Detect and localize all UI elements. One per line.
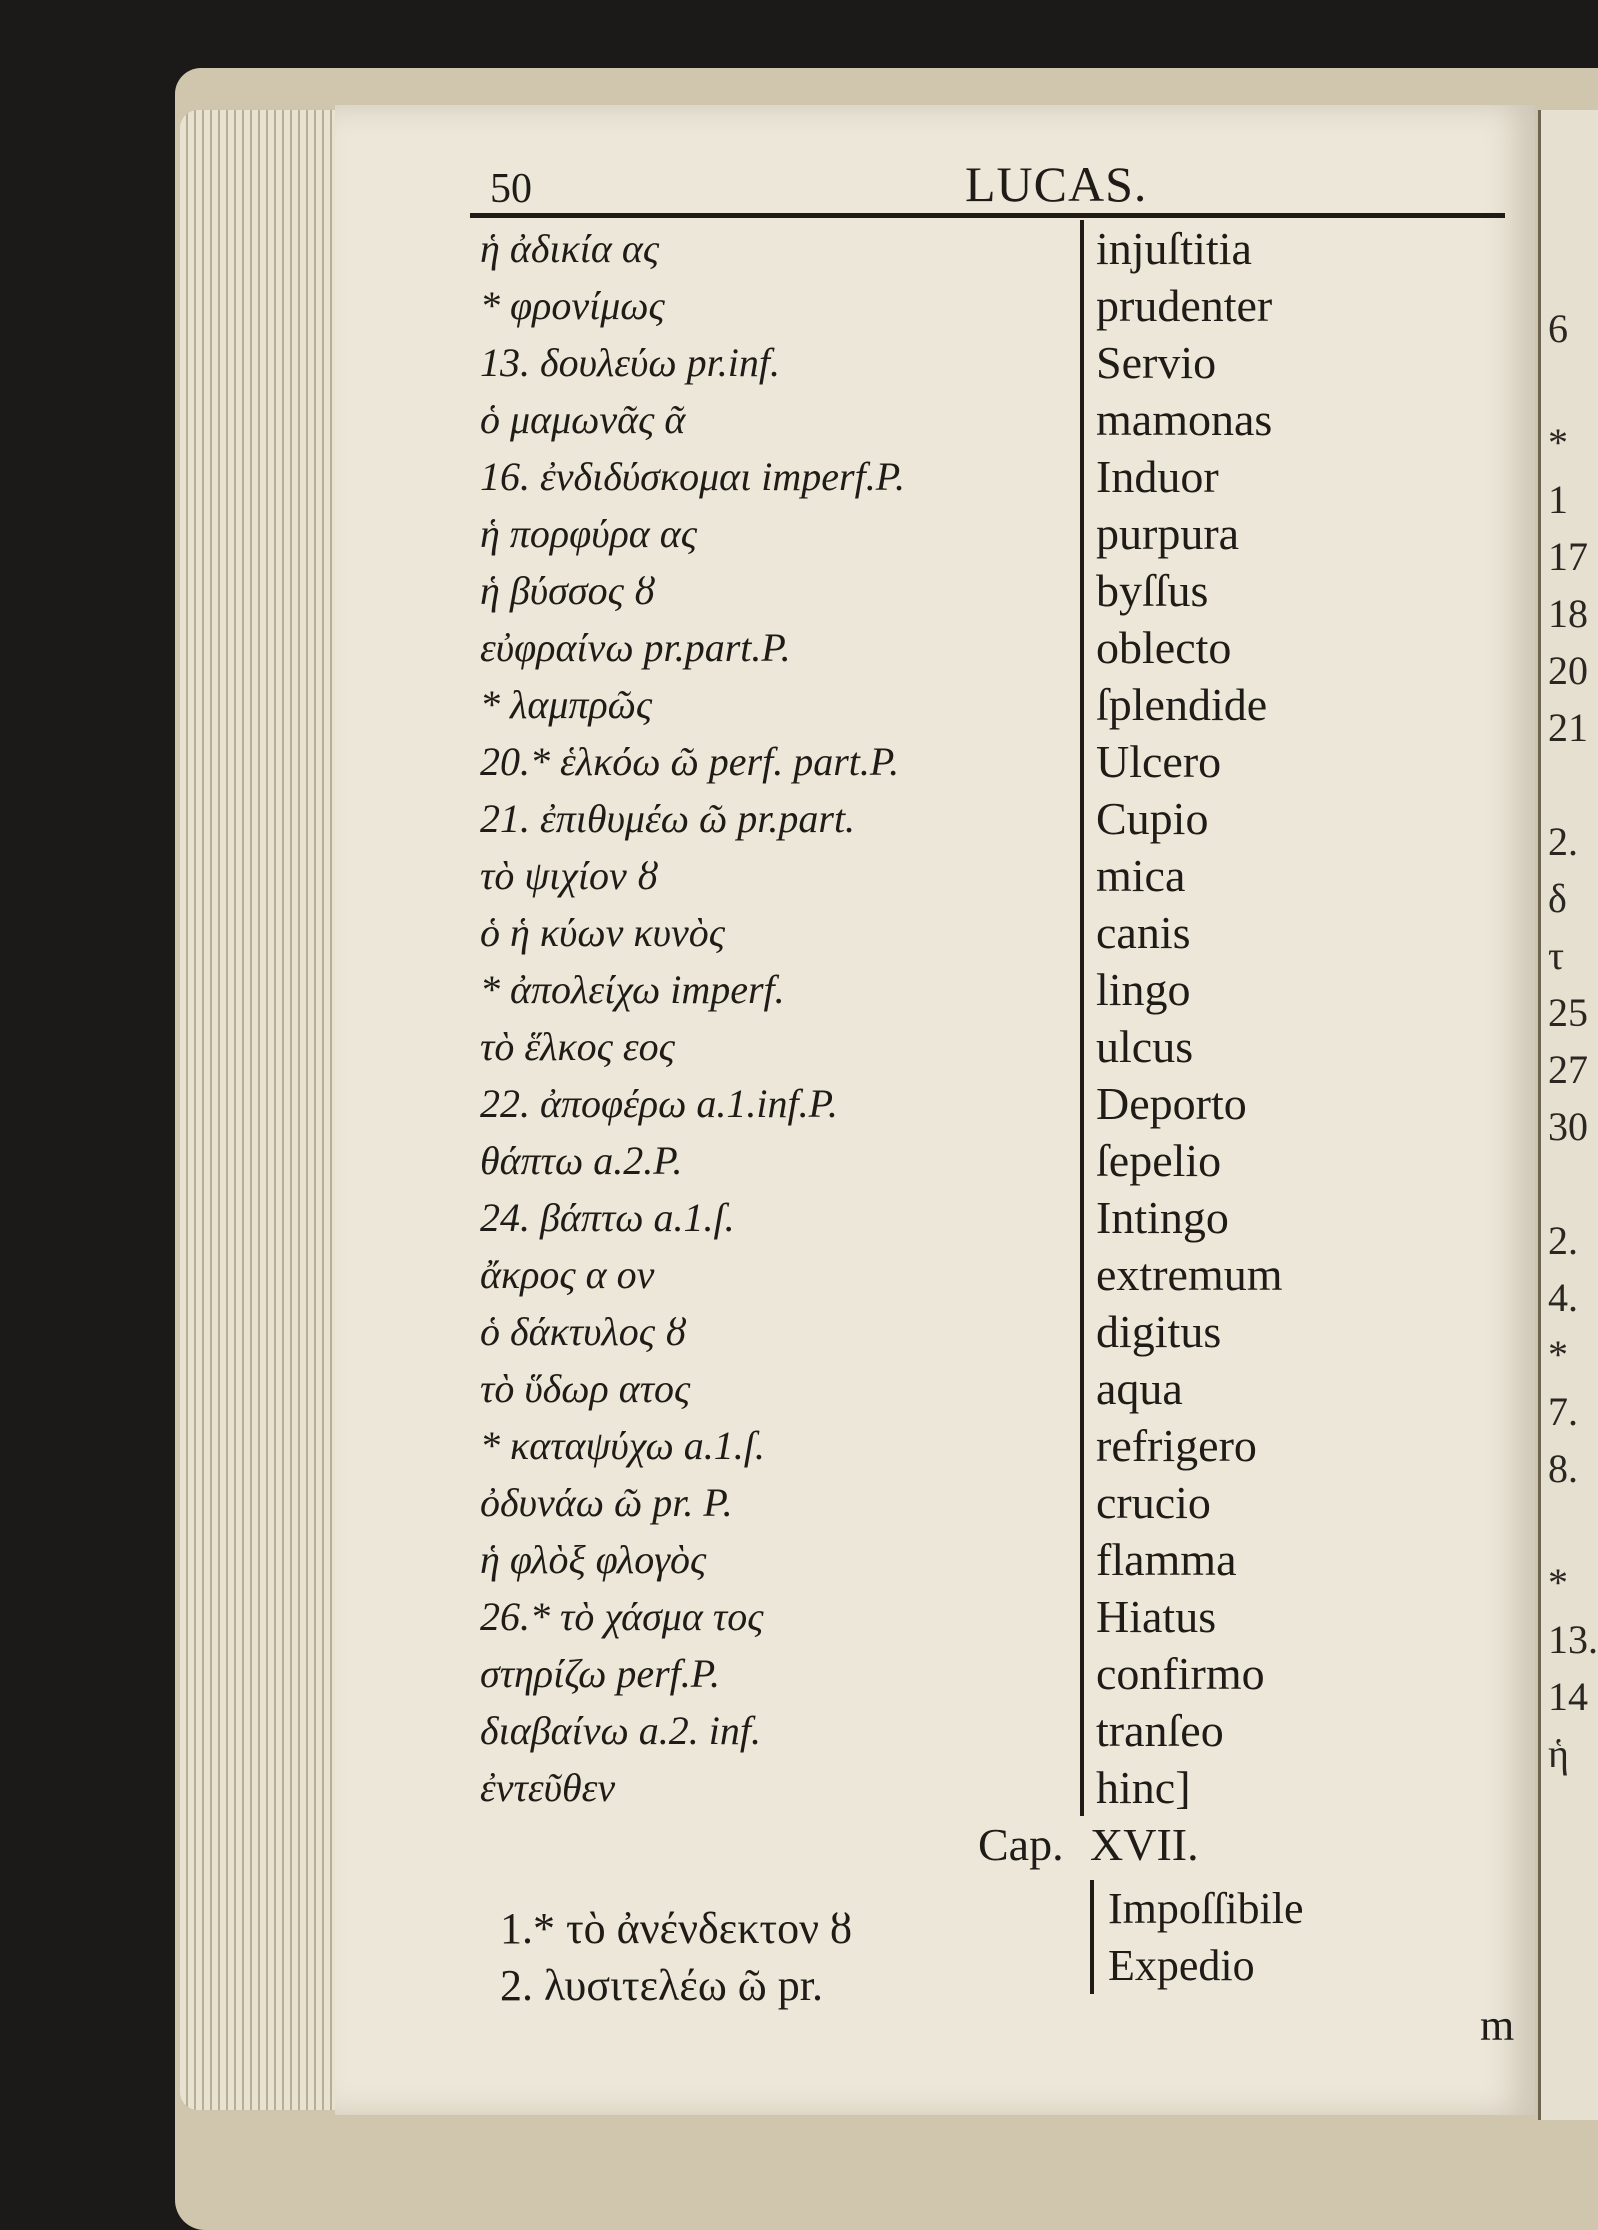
page-number: 50: [490, 166, 532, 212]
tail-latin-column: [1090, 1880, 1510, 1994]
facing-fragment: [1548, 1497, 1598, 1554]
facing-fragment: 20: [1548, 648, 1588, 693]
greek-entry: τὸ ἕλκος εος: [480, 1024, 675, 1069]
greek-entry: ὁ ἡ κύων κυνὸς: [480, 910, 725, 955]
greek-entry: 16. ἐνδιδύσκομαι imperf.P.: [480, 454, 905, 499]
greek-entry: ἡ πορφύρα ας: [480, 511, 697, 556]
greek-entry: * λαμπρῶς: [480, 682, 653, 727]
latin-entry: canis: [1080, 904, 1510, 961]
greek-entry: ὁ μαμωνᾶς ᾶ: [480, 397, 686, 442]
facing-fragment: 18: [1548, 591, 1588, 636]
latin-entry: injuſtitia: [1080, 220, 1510, 277]
latin-entry: digitus: [1080, 1303, 1510, 1360]
facing-fragment: *: [1548, 1332, 1568, 1377]
facing-fragment: 17: [1548, 534, 1588, 579]
greek-entry: ὁ δάκτυλος ȣ: [480, 1309, 687, 1354]
greek-entry: τὸ ψιχίον ȣ: [480, 853, 659, 898]
latin-entry: lingo: [1080, 961, 1510, 1018]
facing-fragment: [1548, 1155, 1598, 1212]
facing-fragment: 8.: [1548, 1446, 1578, 1491]
latin-entry: byſſus: [1080, 562, 1510, 619]
latin-entry: prudenter: [1080, 277, 1510, 334]
latin-entry: tranſeo: [1080, 1702, 1510, 1759]
greek-entry: εὐφραίνω pr.part.P.: [480, 625, 791, 670]
latin-entry: mamonas: [1080, 391, 1510, 448]
facing-fragment: 30: [1548, 1104, 1588, 1149]
greek-entry: 13. δουλεύω pr.inf.: [480, 340, 780, 385]
greek-entry: ἄκρος α ον: [480, 1252, 655, 1297]
facing-fragment: 13.: [1548, 1617, 1598, 1662]
greek-entry: στηρίζω perf.P.: [480, 1651, 721, 1696]
greek-entry: θάπτω a.2.P.: [480, 1138, 683, 1183]
latin-entry: Hiatus: [1080, 1588, 1510, 1645]
greek-entry: 24. βάπτω a.1.ſ.: [480, 1195, 735, 1240]
greek-entry: 2. λυσιτελέω ῶ pr.: [500, 1961, 823, 2010]
latin-entry: ſplendide: [1080, 676, 1510, 733]
latin-entry: ulcus: [1080, 1018, 1510, 1075]
greek-entry: 1.* τὸ ἀνένδεκτον ȣ: [500, 1904, 852, 1953]
greek-entry: τὸ ὕδωρ ατος: [480, 1366, 691, 1411]
greek-entry: 22. ἀποφέρω a.1.inf.P.: [480, 1081, 838, 1126]
facing-fragment: 6: [1548, 306, 1568, 351]
greek-entry: ἡ φλὸξ φλογὸς: [480, 1537, 707, 1582]
latin-entry: Servio: [1080, 334, 1510, 391]
greek-entry: ἡ βύσσος ȣ: [480, 568, 656, 613]
greek-entry: * ἀπολείχω imperf.: [480, 967, 785, 1012]
latin-column: [1080, 220, 1510, 1816]
facing-fragment: [1548, 756, 1598, 813]
latin-entry: purpura: [1080, 505, 1510, 562]
latin-entry: mica: [1080, 847, 1510, 904]
latin-entry: Deporto: [1080, 1075, 1510, 1132]
facing-fragment: 21: [1548, 705, 1588, 750]
latin-entry: Intingo: [1080, 1189, 1510, 1246]
page-header: [470, 145, 1505, 215]
latin-entry: confirmo: [1080, 1645, 1510, 1702]
greek-column: [480, 220, 1080, 1816]
latin-entry: refrigero: [1080, 1417, 1510, 1474]
facing-fragment: 14: [1548, 1674, 1588, 1719]
facing-page-fragments: [1548, 300, 1598, 1782]
greek-entry: 26.* τὸ χάσμα τος: [480, 1594, 764, 1639]
greek-entry: ὀδυνάω ῶ pr. P.: [480, 1480, 733, 1525]
facing-fragment: 2.: [1548, 1218, 1578, 1263]
latin-entry: Impoſſibile: [1090, 1880, 1510, 1937]
catchword: m: [1480, 2001, 1515, 2050]
latin-entry: aqua: [1080, 1360, 1510, 1417]
page-edges: [180, 110, 345, 2110]
facing-fragment: *: [1548, 420, 1568, 465]
facing-fragment: ἡ: [1548, 1731, 1569, 1776]
greek-entry: διαβαίνω a.2. inf.: [480, 1708, 761, 1753]
facing-fragment: 4.: [1548, 1275, 1578, 1320]
header-rule: [470, 213, 1505, 218]
facing-fragment: 25: [1548, 990, 1588, 1035]
latin-entry: Cupio: [1080, 790, 1510, 847]
facing-fragment: 1: [1548, 477, 1568, 522]
greek-entry: ἐντεῦθεν: [480, 1765, 616, 1810]
latin-entry: extremum: [1080, 1246, 1510, 1303]
latin-entry: crucio: [1080, 1474, 1510, 1531]
greek-entry: * καταψύχω a.1.ſ.: [480, 1423, 765, 1468]
latin-entry: oblecto: [1080, 619, 1510, 676]
latin-entry: ſepelio: [1080, 1132, 1510, 1189]
facing-fragment: 7.: [1548, 1389, 1578, 1434]
facing-fragment: 2.: [1548, 819, 1578, 864]
facing-fragment: *: [1548, 1560, 1568, 1605]
greek-entry: 21. ἐπιθυμέω ῶ pr.part.: [480, 796, 856, 841]
latin-entry: hinc]: [1080, 1759, 1510, 1816]
latin-entry: flamma: [1080, 1531, 1510, 1588]
greek-entry: * φρονίμως: [480, 283, 665, 328]
tail-greek-column: [500, 1900, 1080, 2014]
chapter-number: XVII.: [1090, 1819, 1199, 1870]
facing-fragment: 27: [1548, 1047, 1588, 1092]
greek-entry: 20.* ἑλκόω ῶ perf. part.P.: [480, 739, 900, 784]
facing-fragment: τ: [1548, 933, 1565, 978]
running-title: LUCAS.: [965, 156, 1148, 212]
facing-fragment: δ: [1548, 876, 1567, 921]
latin-entry: Ulcero: [1080, 733, 1510, 790]
chapter-label: Cap.: [978, 1819, 1064, 1870]
latin-entry: Expedio: [1090, 1937, 1510, 1994]
facing-fragment: [1548, 357, 1598, 414]
greek-entry: ἡ ἀδικία ας: [480, 226, 660, 271]
latin-entry: Induor: [1080, 448, 1510, 505]
